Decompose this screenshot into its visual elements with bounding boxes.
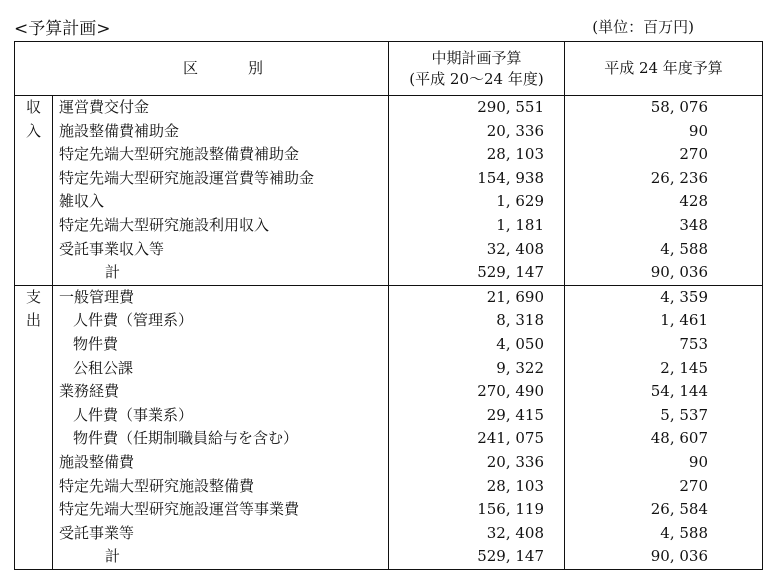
page-title: <予算計画> <box>14 19 111 39</box>
header-kubetsu-1: 区 <box>183 59 199 77</box>
row-mid-value: 156, 119 <box>389 498 565 522</box>
row-item: 特定先端大型研究施設利用収入 <box>59 215 270 234</box>
row-item: 一般管理費 <box>53 285 389 309</box>
row-mid-value: 529, 147 <box>389 261 565 285</box>
header-mid-term-line1: 中期計画予算 <box>431 48 522 67</box>
row-mid-value: 21, 690 <box>389 285 565 309</box>
row-item: 特定先端大型研究施設運営等事業費 <box>59 500 300 519</box>
table-row <box>15 380 763 404</box>
row-fy-value: 90, 036 <box>565 545 763 569</box>
row-item: 物件費 <box>73 334 119 353</box>
table-row-total <box>15 545 763 569</box>
row-fy-value: 58, 076 <box>565 96 763 120</box>
row-item: 施設整備費補助金 <box>59 121 180 140</box>
table-row <box>15 143 763 167</box>
row-fy-value: 348 <box>565 214 763 238</box>
row-mid-value: 8, 318 <box>389 309 565 333</box>
row-mid-value: 20, 336 <box>389 120 565 144</box>
table-row <box>15 475 763 499</box>
row-item: 雑収入 <box>59 192 105 211</box>
row-item: 受託事業収入等 <box>59 239 165 258</box>
header-row <box>15 42 763 96</box>
row-item: 物件費（任期制職員給与を含む） <box>73 429 299 448</box>
row-mid-value: 529, 147 <box>389 545 565 569</box>
row-item: 業務経費 <box>59 382 120 401</box>
row-fy-value: 90 <box>565 120 763 144</box>
category-expense-2: 出 <box>15 309 53 333</box>
row-item: 運営費交付金 <box>53 96 389 120</box>
table-row-total <box>15 261 763 285</box>
row-item: 人件費（管理系） <box>73 311 194 330</box>
table-row <box>15 427 763 451</box>
row-fy-value: 428 <box>565 190 763 214</box>
row-fy-value: 4, 588 <box>565 522 763 546</box>
header-mid-term <box>389 42 565 96</box>
table-row <box>15 214 763 238</box>
row-item: 人件費（事業系） <box>73 405 194 424</box>
category-income-2: 入 <box>15 120 53 144</box>
row-fy-value: 26, 584 <box>565 498 763 522</box>
row-mid-value: 28, 103 <box>389 143 565 167</box>
row-mid-value: 32, 408 <box>389 522 565 546</box>
row-mid-value: 9, 322 <box>389 357 565 381</box>
table-row <box>15 357 763 381</box>
table-row <box>15 96 763 120</box>
row-mid-value: 290, 551 <box>389 96 565 120</box>
table-row <box>15 522 763 546</box>
table-row <box>15 404 763 428</box>
row-item: 特定先端大型研究施設運営費等補助金 <box>59 168 315 187</box>
row-fy-value: 270 <box>565 143 763 167</box>
row-fy-value: 54, 144 <box>565 380 763 404</box>
row-item-total: 計 <box>53 545 389 569</box>
row-mid-value: 4, 050 <box>389 333 565 357</box>
row-fy-value: 5, 537 <box>565 404 763 428</box>
table-row <box>15 238 763 262</box>
table-row <box>15 190 763 214</box>
row-mid-value: 28, 103 <box>389 475 565 499</box>
row-mid-value: 270, 490 <box>389 380 565 404</box>
row-fy-value: 48, 607 <box>565 427 763 451</box>
row-mid-value: 20, 336 <box>389 451 565 475</box>
row-mid-value: 32, 408 <box>389 238 565 262</box>
row-fy-value: 4, 588 <box>565 238 763 262</box>
row-item: 特定先端大型研究施設整備費補助金 <box>59 145 300 164</box>
header-fy24: 平成 24 年度予算 <box>565 42 763 96</box>
budget-table <box>14 41 763 570</box>
unit-label: (単位：百万円) <box>592 18 694 36</box>
header-kubetsu-2: 別 <box>248 59 264 77</box>
row-item: 公租公課 <box>73 358 134 377</box>
row-mid-value: 241, 075 <box>389 427 565 451</box>
table-row <box>15 333 763 357</box>
category-expense-1: 支 <box>15 285 53 309</box>
row-mid-value: 1, 629 <box>389 190 565 214</box>
row-mid-value: 1, 181 <box>389 214 565 238</box>
row-fy-value: 2, 145 <box>565 357 763 381</box>
row-fy-value: 26, 236 <box>565 167 763 191</box>
row-fy-value: 270 <box>565 475 763 499</box>
row-item: 施設整備費 <box>59 452 135 471</box>
table-row <box>15 167 763 191</box>
row-item: 受託事業等 <box>59 523 135 542</box>
category-income-1: 収 <box>15 96 53 120</box>
table-row <box>15 451 763 475</box>
table-row <box>15 120 763 144</box>
row-item: 特定先端大型研究施設整備費 <box>59 476 255 495</box>
row-mid-value: 154, 938 <box>389 167 565 191</box>
row-fy-value: 4, 359 <box>565 285 763 309</box>
row-fy-value: 90, 036 <box>565 261 763 285</box>
header-mid-term-line2: (平成 20～24 年度) <box>409 69 544 88</box>
header-kubetsu <box>15 42 389 96</box>
table-row <box>15 498 763 522</box>
row-item-total: 計 <box>105 263 121 282</box>
row-fy-value: 90 <box>565 451 763 475</box>
row-fy-value: 753 <box>565 333 763 357</box>
table-row <box>15 285 763 309</box>
row-fy-value: 1, 461 <box>565 309 763 333</box>
row-mid-value: 29, 415 <box>389 404 565 428</box>
table-row <box>15 309 763 333</box>
